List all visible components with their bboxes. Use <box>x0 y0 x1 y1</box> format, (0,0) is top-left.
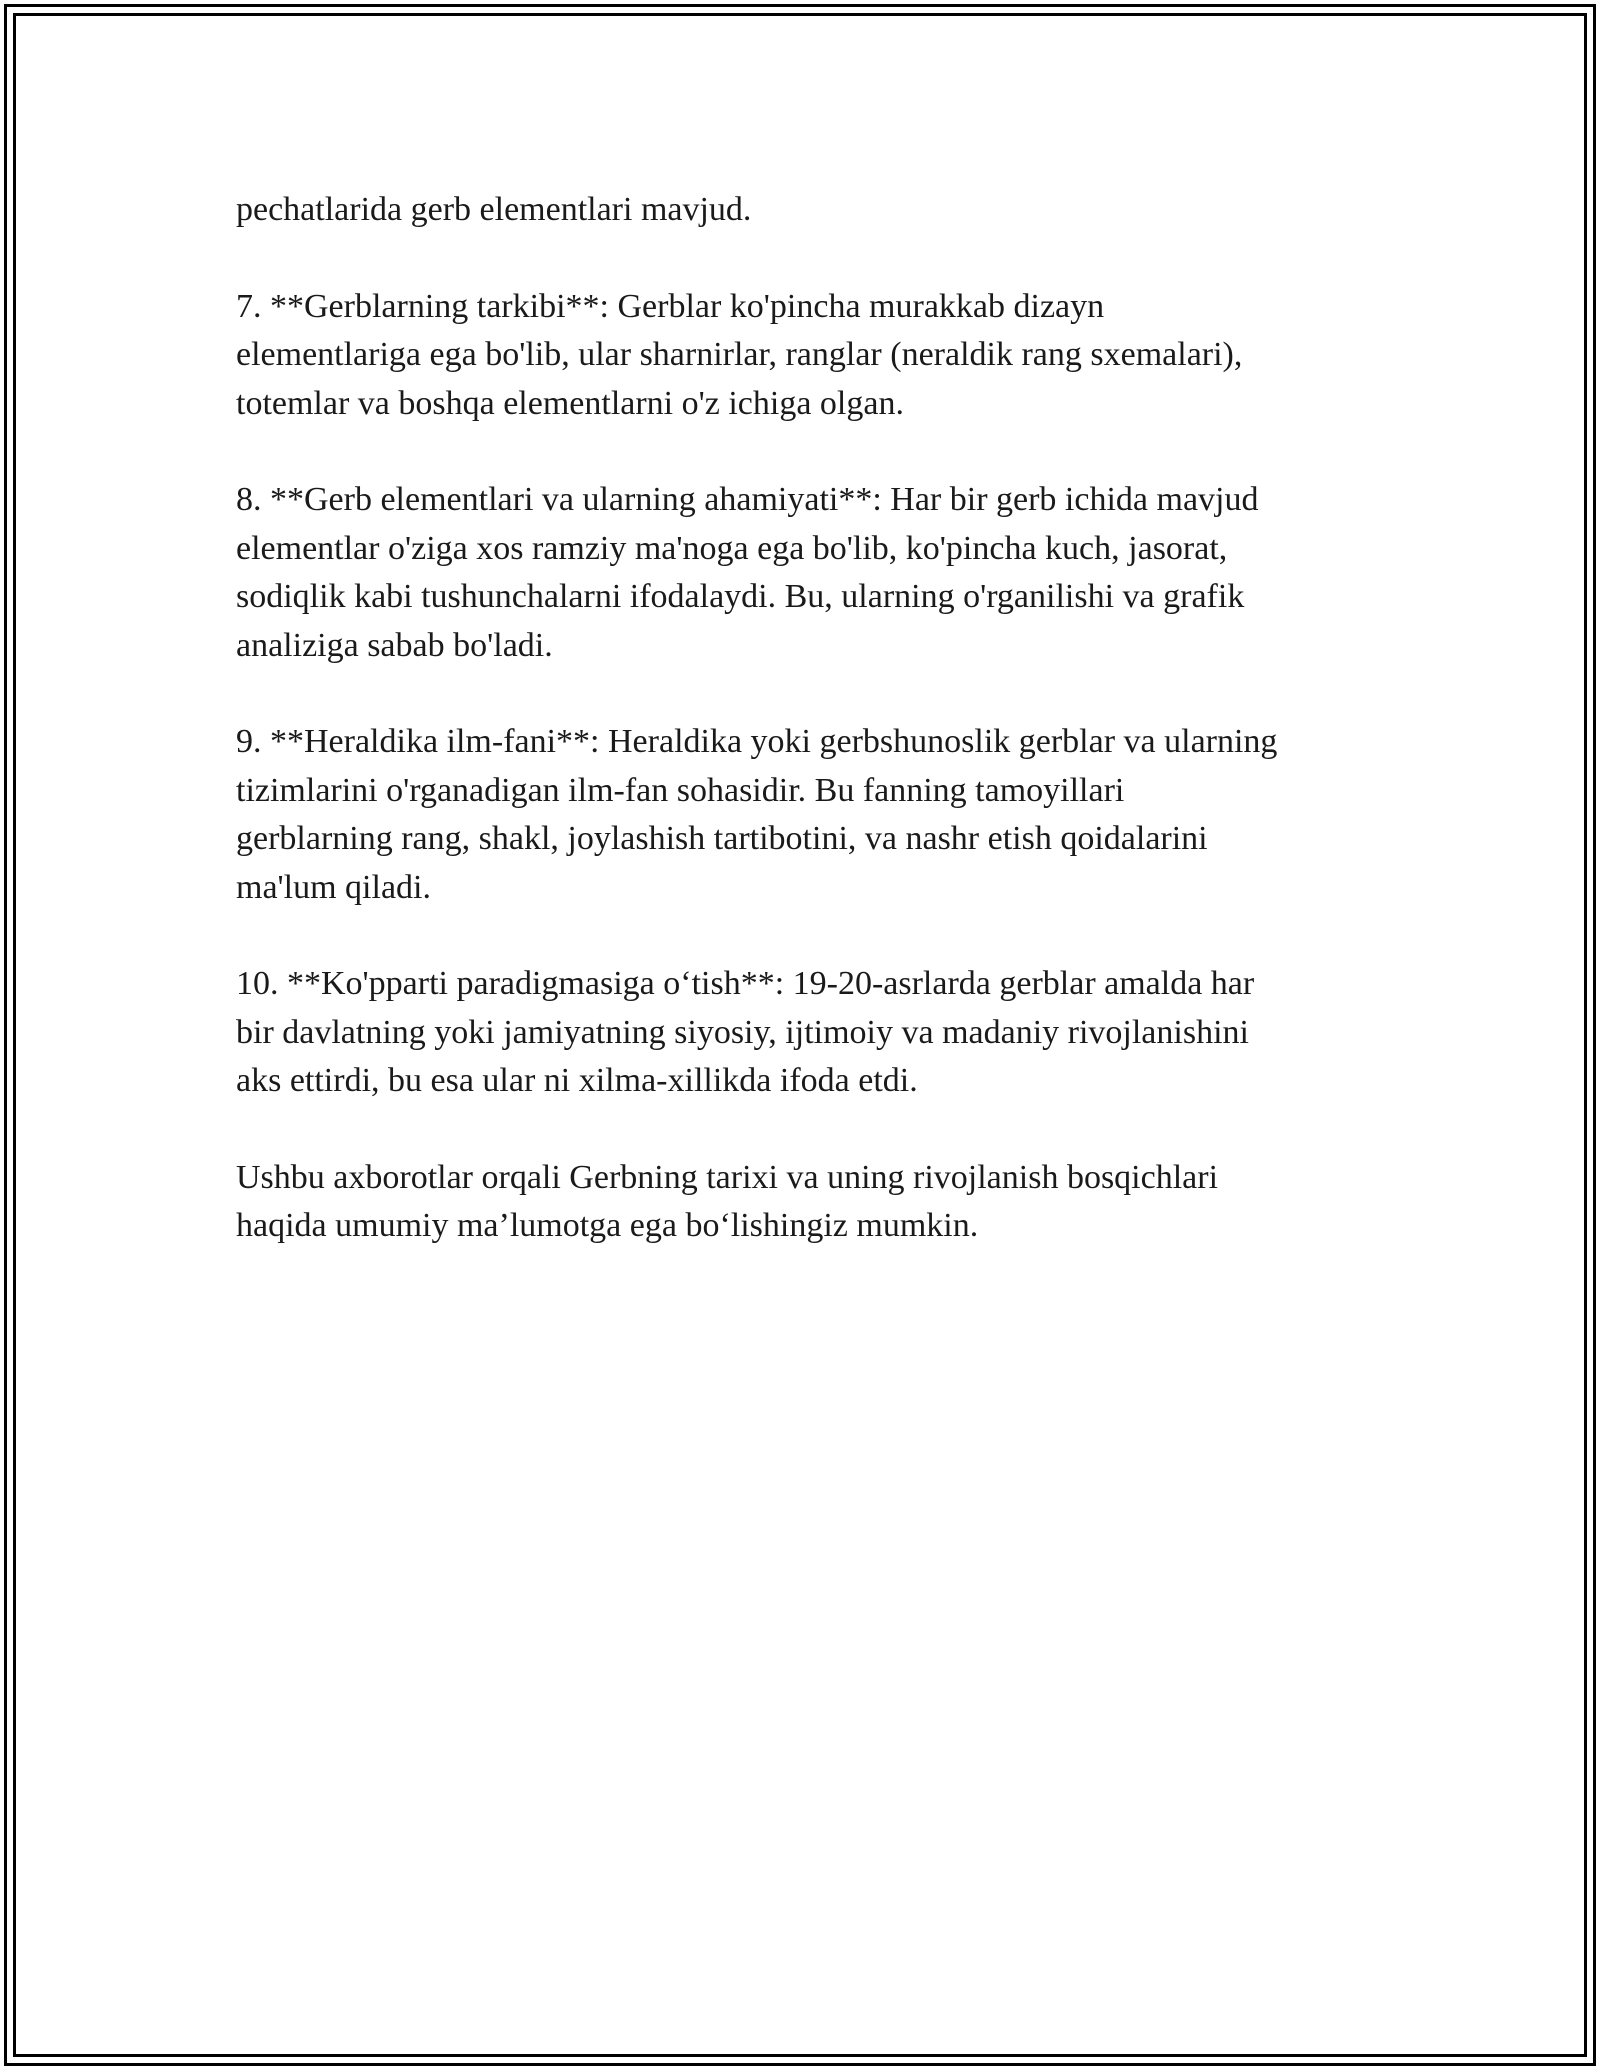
paragraph-item-9: 9. **Heraldika ilm-fani**: Heraldika yoki gerbshunoslik gerblar va ularning tizimlarini o'rganadigan ilm-fan sohasidir. Bu fanning tamoyillari gerblarning rang, shakl, joylashish tartibotini, va nashr etish qoidalarini ma'lum qiladi. <box>236 723 1278 906</box>
document-body <box>236 186 1366 1299</box>
paragraph-item-7: 7. **Gerblarning tarkibi**: Gerblar ko'pincha murakkab dizayn elementlariga ega bo'lib, ular sharnirlar, ranglar (neraldik rang sxemalari), totemlar va boshqa elementlarni o'z ichiga olgan. <box>236 287 1243 422</box>
paragraph-item-10: 10. **Ko'pparti paradigmasiga o‘tish**: 19-20-asrlarda gerblar amalda har bir davlatning yoki jamiyatning siyosiy, ijtimoiy va madaniy rivojlanishini aks ettirdi, bu esa ular ni xilma-xillikda ifoda etdi. <box>236 965 1255 1100</box>
paragraph-item-8: 8. **Gerb elementlari va ularning ahamiyati**: Har bir gerb ichida mavjud elementlar o'ziga xos ramziy ma'noga ega bo'lib, ko'pincha kuch, jasorat, sodiqlik kabi tushunchalarni ifodalaydi. Bu, ularning o'rganilishi va grafik analiziga sabab bo'ladi. <box>236 481 1259 664</box>
paragraph-continuation: pechatlarida gerb elementlari mavjud. <box>236 191 752 228</box>
paragraph-conclusion: Ushbu axborotlar orqali Gerbning tarixi va uning rivojlanish bosqichlari haqida umumiy ma’lumotga ega bo‘lishingiz mumkin. <box>236 1159 1219 1245</box>
